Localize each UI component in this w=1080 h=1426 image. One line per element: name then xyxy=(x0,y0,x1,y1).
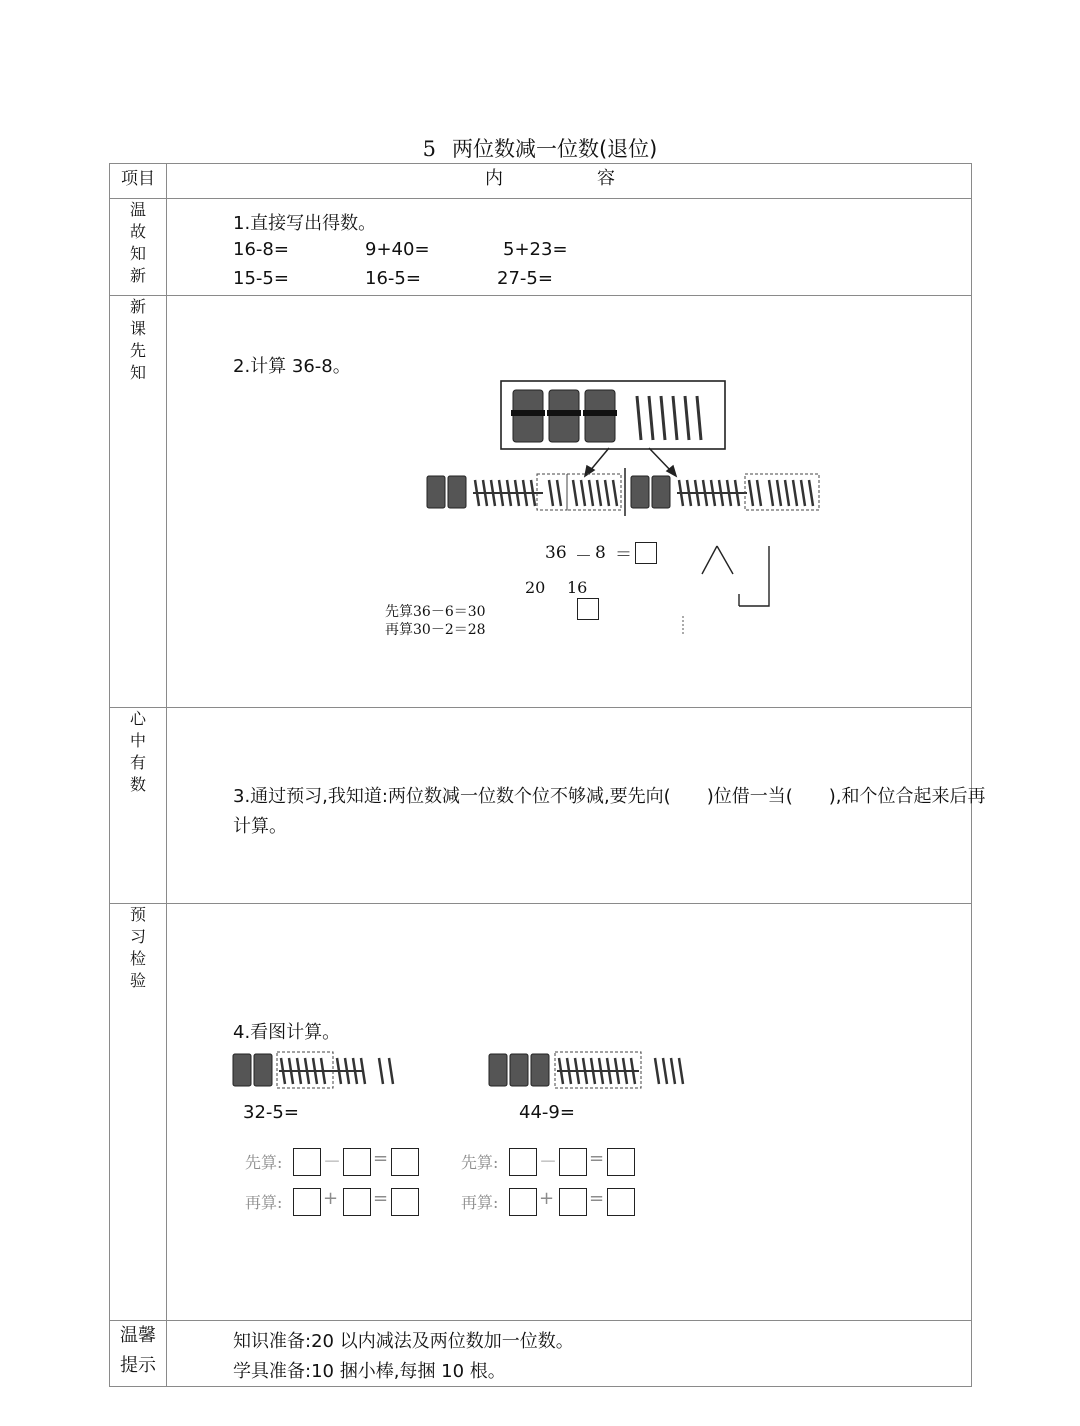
input-box[interactable] xyxy=(391,1148,419,1176)
sticks-figure xyxy=(417,376,817,616)
input-box[interactable] xyxy=(559,1188,587,1216)
page-title xyxy=(0,133,1080,163)
bundle-icon xyxy=(427,476,466,508)
expr-a: 36 xyxy=(545,543,567,563)
section-tips xyxy=(167,1321,972,1387)
answer-box[interactable] xyxy=(635,542,657,564)
bundle-icon xyxy=(233,1054,251,1086)
expr-right: 44-9= xyxy=(519,1102,575,1123)
lesson-number: 5 xyxy=(422,137,436,161)
expr-b: 8 xyxy=(595,543,606,563)
op-minus: － xyxy=(323,1152,341,1173)
single-sticks-icon xyxy=(637,396,701,440)
input-box[interactable] xyxy=(293,1148,321,1176)
problem-1: 16-8= xyxy=(233,239,289,260)
question-3-line2: 计算。 xyxy=(233,816,287,837)
bundle-icon xyxy=(583,390,617,442)
then-label-left: 再算: xyxy=(245,1193,283,1212)
bundle-icon xyxy=(547,390,581,442)
input-box[interactable] xyxy=(293,1188,321,1216)
sticks-figure-left xyxy=(233,1052,433,1092)
input-box[interactable] xyxy=(391,1188,419,1216)
sticks-figure-right xyxy=(489,1052,709,1092)
bundle-icon xyxy=(510,1054,528,1086)
step-2: 再算30－2＝28 xyxy=(385,622,486,638)
section-mind xyxy=(167,708,986,904)
op-equals: = xyxy=(589,1148,605,1169)
section-label-mind: 心中有数 xyxy=(110,708,167,904)
expr-minus: － xyxy=(575,547,592,567)
lesson-title: 两位数减一位数(退位) xyxy=(451,137,658,161)
section-review xyxy=(167,199,972,296)
first-label-right: 先算: xyxy=(461,1153,499,1172)
bundle-icon xyxy=(511,390,545,442)
arrow-icon xyxy=(585,448,676,476)
question-3-line1: 3.通过预习,我知道:两位数减一位数个位不够减,要先向( )位借一当( ),和个位合起来后再 xyxy=(233,786,986,807)
op-equals: = xyxy=(373,1188,389,1209)
question-4: 4.看图计算。 xyxy=(233,1022,341,1043)
input-box[interactable] xyxy=(509,1188,537,1216)
input-box[interactable] xyxy=(343,1188,371,1216)
bundle-icon xyxy=(631,476,670,508)
loose-sticks-icon xyxy=(473,480,617,506)
question-2: 2.计算 36-8。 xyxy=(233,356,351,377)
then-label-right: 再算: xyxy=(461,1193,499,1212)
op-minus: － xyxy=(539,1152,557,1173)
bundle-icon xyxy=(489,1054,507,1086)
problem-2: 9+40= xyxy=(365,239,430,260)
section-check xyxy=(167,904,972,1321)
problem-6: 27-5= xyxy=(497,268,553,289)
input-box[interactable] xyxy=(559,1148,587,1176)
op-equals: = xyxy=(589,1188,605,1209)
tip-tools: 学具准备:10 捆小棒,每捆 10 根。 xyxy=(233,1361,506,1382)
problem-5: 16-5= xyxy=(365,268,421,289)
answer-box[interactable] xyxy=(577,598,599,620)
expr-equals: ＝ xyxy=(615,545,632,565)
op-plus: + xyxy=(539,1188,555,1209)
worksheet-table xyxy=(109,163,986,1387)
split-a: 20 xyxy=(525,578,546,597)
header-content: 内 容 xyxy=(167,164,972,199)
op-equals: = xyxy=(373,1148,389,1169)
tip-knowledge: 知识准备:20 以内减法及两位数加一位数。 xyxy=(233,1331,574,1352)
problem-4: 15-5= xyxy=(233,268,289,289)
step-1: 先算36－6＝30 xyxy=(385,604,486,620)
question-1: 1.直接写出得数。 xyxy=(233,213,377,234)
problem-3: 5+23= xyxy=(503,239,568,260)
input-box[interactable] xyxy=(343,1148,371,1176)
split-lines xyxy=(702,546,769,606)
section-new-lesson xyxy=(167,296,972,708)
split-b: 16 xyxy=(567,578,588,597)
bundle-icon xyxy=(254,1054,272,1086)
bundle-icon xyxy=(531,1054,549,1086)
section-label-tips: 温馨 提示 xyxy=(110,1321,167,1387)
expr-left: 32-5= xyxy=(243,1102,299,1123)
header-item: 项目 xyxy=(110,164,167,199)
section-label-new-lesson: 新课先知 xyxy=(110,296,167,708)
input-box[interactable] xyxy=(607,1188,635,1216)
input-box[interactable] xyxy=(509,1148,537,1176)
section-label-review: 温故知新 xyxy=(110,199,167,296)
section-label-check: 预习检验 xyxy=(110,904,167,1321)
first-label-left: 先算: xyxy=(245,1153,283,1172)
input-box[interactable] xyxy=(607,1148,635,1176)
op-plus: + xyxy=(323,1188,339,1209)
